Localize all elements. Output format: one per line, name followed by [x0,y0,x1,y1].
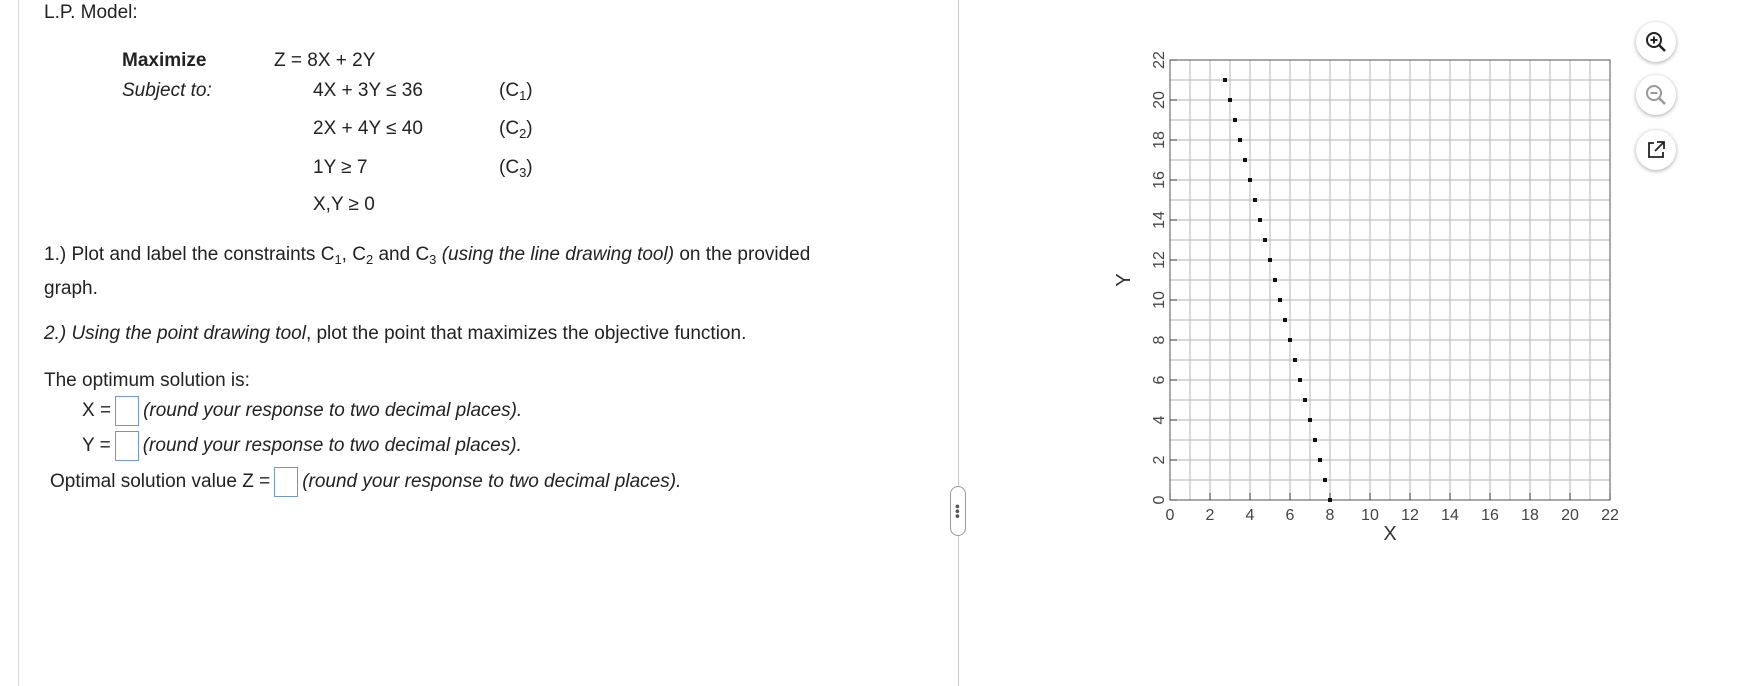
constraint-c2-tag: $(C_2)$ [499,118,533,141]
x-answer-row: X = (round your response to two decimal places). [82,396,522,426]
constraint-c2-expr: 2X + 4Y ≤ 40 [313,118,423,139]
z-answer-input[interactable] [274,467,298,497]
objective-line-dot [1258,218,1262,222]
x-tick-label: 16 [1481,507,1499,524]
subject-to-label: Subject to: [122,80,212,101]
panel-resize-handle[interactable]: ••• [950,486,966,536]
zoom-in-icon [1644,30,1668,54]
graph-area[interactable] [1110,30,1630,545]
objective-line-dot [1298,378,1302,382]
objective-line-dot [1273,278,1277,282]
x-tick-label: 18 [1521,507,1539,524]
objective-line-dot [1318,458,1322,462]
popout-button[interactable] [1636,130,1676,170]
y-tick-label: 20 [1151,91,1168,109]
zoom-out-icon [1644,83,1668,107]
objective-line-dot [1238,138,1242,142]
maximize-label: Maximize [122,50,207,71]
y-tick-label: 16 [1151,171,1168,189]
x-tick-label: 22 [1601,507,1619,524]
objective-line-dot [1223,78,1227,82]
x-tick-label: 8 [1325,507,1335,524]
y-answer-row: Y = (round your response to two decimal places). [82,431,522,461]
x-tick-label: 4 [1245,507,1255,524]
x-tick-label: 20 [1561,507,1579,524]
objective-line-dot [1248,178,1252,182]
constraint-c1-expr: 4X + 3Y ≤ 36 [313,80,423,101]
lp-graph[interactable] [1110,30,1630,540]
objective-line-dot [1293,358,1297,362]
question-1: 1.) Plot and label the constraints $C_1$, $C_2$ and $C_3$ (using the line drawing tool) on the provided [44,244,811,267]
y-tick-label: 18 [1151,131,1168,149]
objective-line-dot [1303,398,1307,402]
model-heading: L.P. Model: [44,2,138,23]
objective-line-dot [1243,158,1247,162]
panel-divider [958,0,959,686]
y-tick-label: 2 [1151,455,1168,465]
objective-line-dot [1233,118,1237,122]
x-tick-label: 6 [1285,507,1295,524]
y-tick-label: 22 [1151,51,1168,69]
constraint-c3-tag: $(C_3)$ [499,157,533,180]
constraint-c3-expr: 1Y ≥ 7 [313,157,368,178]
question-2: 2.) Using the point drawing tool, plot the point that maximizes the objective function. [44,323,747,344]
x-tick-label: 0 [1165,507,1175,524]
nonnegativity-constraint: X,Y ≥ 0 [313,194,375,215]
left-margin-rule [18,0,19,686]
objective-line-dot [1283,318,1287,322]
x-axis-label: X [1383,523,1397,540]
y-tick-label: 6 [1151,375,1168,385]
y-axis-label: Y [1113,273,1135,287]
y-tick-label: 10 [1151,291,1168,309]
y-tick-label: 8 [1151,335,1168,345]
objective-line-dot [1308,418,1312,422]
objective-line-dot [1328,498,1332,502]
solution-heading: The optimum solution is: [44,370,250,391]
x-tick-label: 2 [1205,507,1215,524]
objective-line-dot [1323,478,1327,482]
x-tick-label: 10 [1361,507,1379,524]
objective-line-dot [1263,238,1267,242]
objective-line-dot [1268,258,1272,262]
y-answer-input[interactable] [115,431,139,461]
objective-line-dot [1228,98,1232,102]
objective-line-dot [1288,338,1292,342]
x-answer-input[interactable] [115,396,139,426]
popout-icon [1645,139,1667,161]
z-answer-row: Optimal solution value Z = (round your response to two decimal places). [50,467,681,497]
zoom-out-button[interactable] [1636,75,1676,115]
y-tick-label: 4 [1151,415,1168,425]
y-tick-label: 14 [1151,211,1168,229]
x-tick-label: 12 [1401,507,1419,524]
objective-line-dot [1313,438,1317,442]
objective-line-dot [1278,298,1282,302]
objective-line-dot [1253,198,1257,202]
constraint-c1-tag: $(C_1)$ [499,80,533,103]
y-tick-label: 0 [1151,495,1168,505]
objective-function: Z = 8X + 2Y [274,50,376,71]
y-tick-label: 12 [1151,251,1168,269]
zoom-in-button[interactable] [1636,22,1676,62]
question-1-continued: graph. [44,278,98,299]
x-tick-label: 14 [1441,507,1459,524]
